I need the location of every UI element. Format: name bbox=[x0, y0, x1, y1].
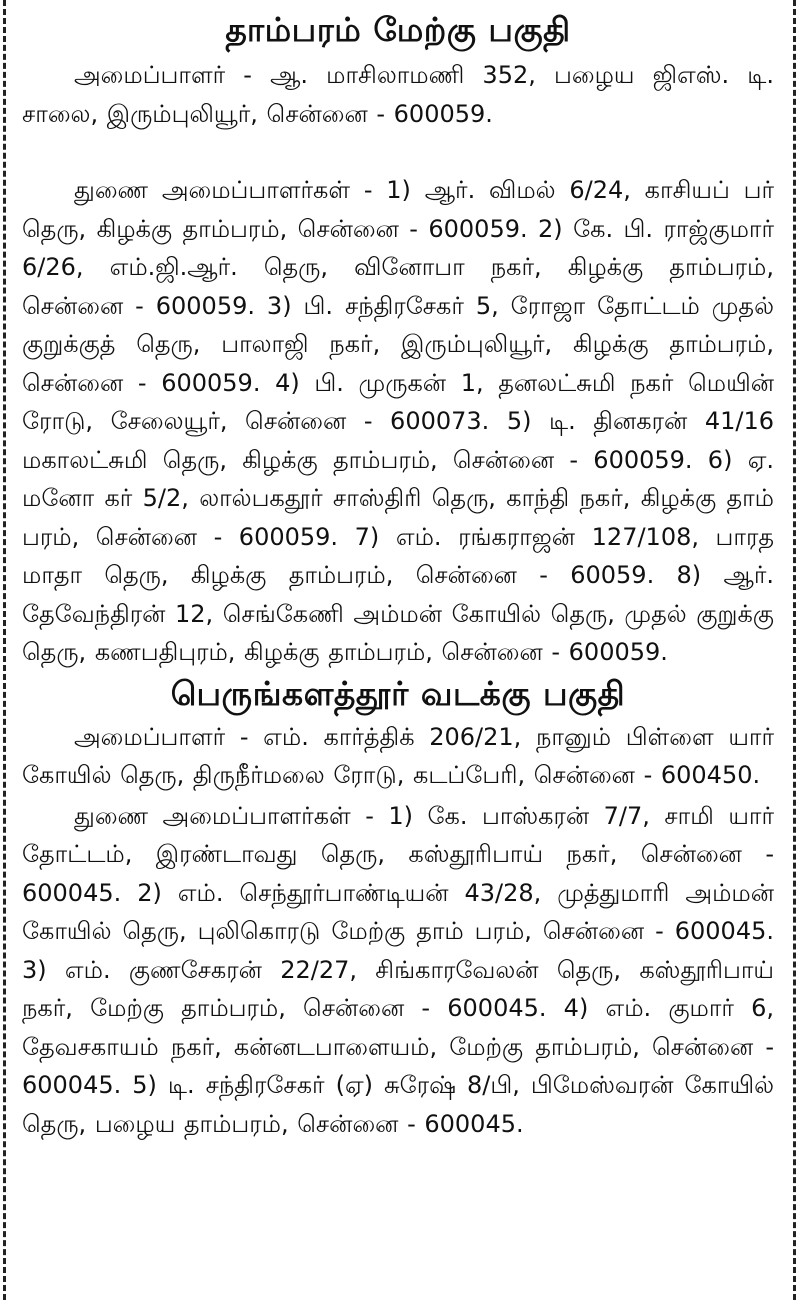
organizer-paragraph-tambaram-west: அமைப்பாளர் - ஆ. மாசிலாமணி 352, பழைய ஜிஎஸ். டி. சாலை, இரும்புலியூர், சென்னை - 600059. bbox=[22, 61, 774, 128]
deputies-paragraph-tambaram-west: துணை அமைப்பாளர்கள் - 1) ஆர். விமல் 6/24, காசியப் பர் தெரு, கிழக்கு தாம்பரம், சென்னை - 600059. 2) கே. பி. ராஜ்குமார் 6/26, எம்.ஜி.ஆர். தெரு, வினோபா நகர், கிழக்கு தாம்பரம், சென்னை - 600059. 3) பி. சந்திரசேகர் 5, ரோஜா தோட்டம் முதல் குறுக்குத் தெரு, பாலாஜி நகர், இரும்புலியூர், கிழக்கு தாம்பரம், சென்னை - 600059. 4) பி. முருகன் 1, தனலட்சுமி நகர் மெயின் ரோடு, சேலையூர், சென்னை - 600073. 5) டி. தினகரன் 41/16 மகாலட்சுமி தெரு, கிழக்கு தாம்பரம், சென்னை - 600059. 6) ஏ. மனோ கர் 5/2, லால்பகதூர் சாஸ்திரி தெரு, காந்தி நகர், கிழக்கு தாம் பரம், சென்னை - 600059. 7) எம். ரங்கராஜன் 127/108, பாரத மாதா தெரு, கிழக்கு தாம்பரம், சென்னை - 60059. 8) ஆர். தேவேந்திரன் 12, செங்கேணி அம்மன் கோயில் தெரு, முதல் குறுக்கு தெரு, கணபதிபுரம், கிழக்கு தாம்பரம், சென்னை - 600059. bbox=[22, 176, 774, 666]
section-heading-perungalathur-north: பெருங்களத்தூர் வடக்கு பகுதி bbox=[170, 673, 626, 713]
paragraph-spacer bbox=[22, 133, 774, 171]
left-cut-border bbox=[3, 0, 6, 1300]
deputies-paragraph-perungalathur-north: துணை அமைப்பாளர்கள் - 1) கே. பாஸ்கரன் 7/7, சாமி யார் தோட்டம், இரண்டாவது தெரு, கஸ்தூரிபாய் நகர், சென்னை - 600045. 2) எம். செந்தூர்பாண்டியன் 43/28, முத்துமாரி அம்மன் கோயில் தெரு, புலிகொரடு மேற்கு தாம் பரம், சென்னை - 600045. 3) எம். குணசேகரன் 22/27, சிங்காரவேலன் தெரு, கஸ்தூரிபாய் நகர், மேற்கு தாம்பரம், சென்னை - 600045. 4) எம். குமார் 6, தேவசகாயம் நகர், கன்னடபாளையம், மேற்கு தாம்பரம், சென்னை - 600045. 5) டி. சந்திரசேகர் (ஏ) சுரேஷ் 8/பி, பிமேஸ்வரன் கோயில் தெரு, பழைய தாம்பரம், சென்னை - 600045. bbox=[22, 801, 774, 1138]
organizer-paragraph-perungalathur-north: அமைப்பாளர் - எம். கார்த்திக் 206/21, நானும் பிள்ளை யார் கோயில் தெரு, திருநீர்மலை ரோடு, கடப்பேரி, சென்னை - 600450. bbox=[22, 722, 774, 789]
section-heading-tambaram-west: தாம்பரம் மேற்கு பகுதி bbox=[225, 10, 571, 49]
article-column bbox=[22, 8, 774, 1143]
right-cut-border bbox=[793, 0, 796, 1300]
